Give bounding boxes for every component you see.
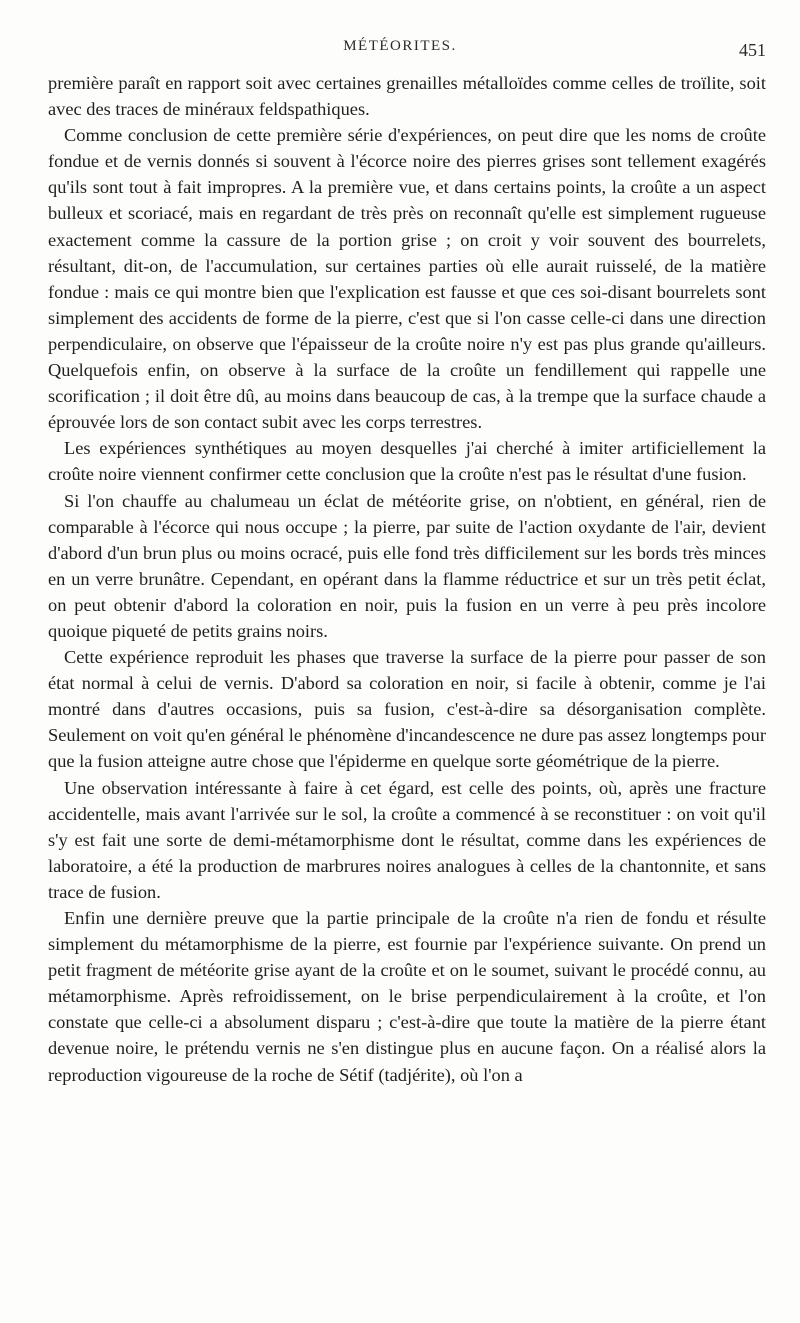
running-title: MÉTÉORITES. <box>343 38 457 54</box>
paragraph-final-proof: Enfin une dernière preuve que la partie principale de la croûte n'a rien de fondu et résulte simplement du métamorphisme de la pierre, est fournie par l'expérience suivante. On prend un petit fragment de météorite grise ayant de la croûte et on le soumet, suivant le procédé connu, au métamorphisme. Après refroidissement, on le brise perpendiculairement à la croûte, et l'on constate que celle-ci a absolument disparu ; c'est-à-dire que toute la matière de la pierre étant devenue noire, le prétendu vernis ne s'en distingue plus en aucune façon. On a réalisé alors la reproduction vigoureuse de la roche de Sétif (tadjérite), où l'on a <box>48 908 766 1085</box>
paragraph-continuation: première paraît en rapport soit avec certaines grenailles métalloïdes comme celles de troïlite, soit avec des traces de minéraux feldspathiques. <box>48 73 766 120</box>
running-head <box>0 36 800 62</box>
body-text <box>48 70 766 1088</box>
paragraph-observation: Une observation intéressante à faire à cet égard, est celle des points, où, après une fracture accidentelle, mais avant l'arrivée sur le sol, la croûte a commencé à se reconstituer : on voit qu'il s'y est fait une sorte de demi-métamorphisme dont le résultat, comme dans les expériences de laboratoire, a été la production de marbrures noires analogues à celles de la chantonnite, et sans trace de fusion. <box>48 777 766 902</box>
paragraph-synthetic-experiments: Les expériences synthétiques au moyen desquelles j'ai cherché à imiter artificiellement la croûte noire viennent confirmer cette conclusion que la croûte n'est pas le résultat d'une fusion. <box>48 438 766 485</box>
paragraph-phases: Cette expérience reproduit les phases que traverse la surface de la pierre pour passer de son état normal à celui de vernis. D'abord sa coloration en noir, si facile à obtenir, comme je l'ai montré dans d'autres occasions, puis sa fusion, c'est-à-dire sa désorganisation complète. Seulement on voit qu'en général le phénomène d'incandescence ne dure pas assez longtemps pour que la fusion atteigne autre chose que l'épiderme en quelque sorte géométrique de la pierre. <box>48 647 766 772</box>
paragraph-conclusion: Comme conclusion de cette première série d'expériences, on peut dire que les noms de croûte fondue et de vernis donnés si souvent à l'écorce noire des pierres grises sont tellement exagérés qu'ils sont tout à fait impropres. A la première vue, et dans certains points, la croûte a un aspect bulleux et scoriacé, mais en regardant de très près on reconnaît qu'elle est simplement rugueuse exactement comme la cassure de la portion grise ; on croit y voir souvent des bourrelets, résultant, dit-on, de l'accumulation, sur certaines parties où elle aurait ruisselé, de la matière fondue : mais ce qui montre bien que l'explication est fausse et que ces soi-disant bourrelets sont simplement des accidents de forme de la pierre, c'est que si l'on casse celle-ci dans une direction perpendiculaire, on observe que l'épaisseur de la croûte noire n'y est pas plus grande qu'ailleurs. Quelquefois enfin, on observe à la surface de la croûte un fendillement qui rappelle une scorification ; il doit être dû, au moins dans beaucoup de cas, à la trempe que la surface chaude a éprouvée lors de son contact subit avec les corps terrestres. <box>48 125 766 433</box>
page-number: 451 <box>739 40 766 60</box>
paragraph-blowpipe: Si l'on chauffe au chalumeau un éclat de météorite grise, on n'obtient, en général, rien de comparable à l'écorce qui nous occupe ; la pierre, par suite de l'action oxydante de l'air, devient d'abord d'un brun plus ou moins ocracé, puis elle fond très difficilement sur les bords très minces en un verre brunâtre. Cependant, en opérant dans la flamme réductrice et sur un très petit éclat, on peut obtenir d'abord la coloration en noir, puis la fusion en un verre à peu près incolore quoique piqueté de petits grains noirs. <box>48 490 766 641</box>
